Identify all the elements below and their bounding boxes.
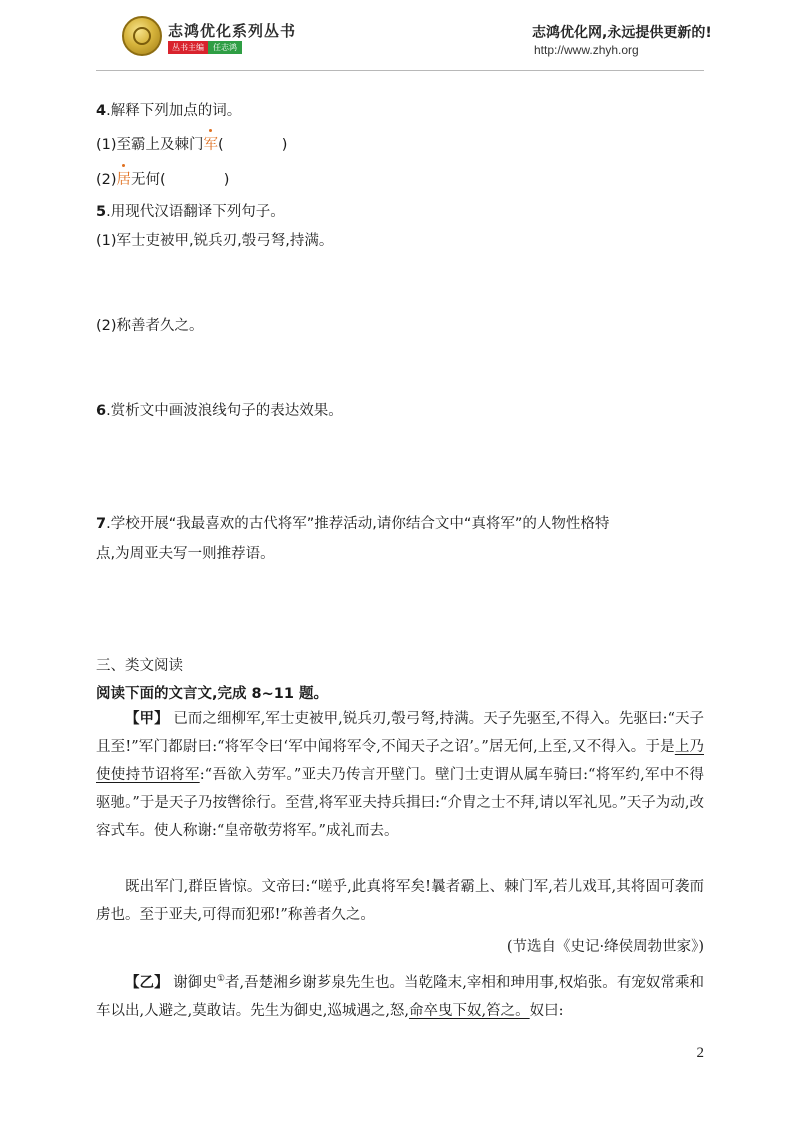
badge-label: 丛书主编 bbox=[168, 41, 208, 54]
passage-text: 谢御史 bbox=[173, 974, 217, 991]
underlined-sentence: 上乃使使持节诏将军 bbox=[96, 739, 704, 783]
question-4-item-2 bbox=[96, 168, 229, 189]
question-number: 7 bbox=[96, 516, 107, 532]
site-url[interactable]: http://www.zhyh.org bbox=[534, 43, 639, 57]
publisher-logo-icon bbox=[122, 16, 162, 56]
site-slogan: 志鸿优化网,永远提供更新的! bbox=[532, 25, 712, 41]
question-number: 6 bbox=[96, 403, 107, 419]
question-7-line-1 bbox=[96, 512, 609, 533]
item-text: (2) bbox=[96, 172, 117, 188]
question-text: .学校开展“我最喜欢的古代将军”推荐活动,请你结合文中“真将军”的人物性格特 bbox=[106, 516, 610, 532]
passage-a-paragraph-1 bbox=[96, 705, 704, 845]
question-5-item-1: (1)军士吏被甲,锐兵刃,彀弓弩,持满。 bbox=[96, 233, 334, 249]
answer-blank[interactable]: 无何( ) bbox=[131, 172, 230, 188]
header-divider bbox=[96, 70, 704, 71]
passage-text: 奴曰: bbox=[529, 1002, 564, 1019]
question-4-item-1 bbox=[96, 133, 287, 154]
question-7-line-2: 点,为周亚夫写一则推荐语。 bbox=[96, 546, 275, 562]
section-heading: 三、类文阅读 bbox=[96, 658, 183, 674]
question-text: .用现代汉语翻译下列句子。 bbox=[106, 204, 285, 220]
dotted-word: 军 bbox=[204, 133, 219, 154]
passage-text: 已而之细柳军,军士吏被甲,锐兵刃,彀弓弩,持满。天子先驱至,不得入。先驱曰:“天子且至!”军门都尉曰:“将军令曰‘军中闻将军令,不闻天子之诏’。”居无何,上至,又不得入。于是 bbox=[96, 711, 705, 755]
question-number: 4 bbox=[96, 103, 107, 119]
underlined-sentence: 命卒曳下奴,笞之。 bbox=[409, 1002, 530, 1019]
section-instruction: 阅读下面的文言文,完成 8~11 题。 bbox=[96, 686, 329, 702]
passage-a-paragraph-2: 既出军门,群臣皆惊。文帝曰:“嗟乎,此真将军矣!曩者霸上、棘门军,若儿戏耳,其将固可袭而虏也。至于亚夫,可得而犯邪!”称善者久之。 bbox=[96, 879, 704, 923]
item-text: (1)至霸上及棘门 bbox=[96, 137, 204, 153]
editor-badge bbox=[168, 41, 242, 54]
passage-tag: 【乙】 bbox=[125, 974, 169, 991]
question-6-stem bbox=[96, 399, 343, 420]
question-5-stem bbox=[96, 200, 285, 221]
series-title: 志鸿优化系列丛书 bbox=[168, 22, 297, 40]
passage-b-paragraph bbox=[96, 965, 704, 1025]
page-header bbox=[0, 0, 800, 70]
question-4-stem bbox=[96, 99, 241, 120]
question-5-item-2: (2)称善者久之。 bbox=[96, 318, 204, 334]
page-number: 2 bbox=[696, 1045, 704, 1061]
question-text: .解释下列加点的词。 bbox=[106, 103, 242, 119]
dotted-word: 居 bbox=[117, 168, 132, 189]
footnote-marker: ① bbox=[216, 974, 225, 984]
badge-name: 任志鸿 bbox=[208, 41, 242, 54]
question-text: .赏析文中画波浪线句子的表达效果。 bbox=[106, 403, 343, 419]
passage-text: :“吾欲入劳军。”亚夫乃传言开壁门。壁门士吏谓从属车骑曰:“将军约,军中不得驱驰。”于是天子乃按辔徐行。至营,将军亚夫持兵揖曰:“介胄之士不拜,请以军礼见。”天子为动,改容式车。使人称谢:“皇帝敬劳将军。”成礼而去。 bbox=[96, 767, 704, 839]
passage-a-source: (节选自《史记·绛侯周勃世家》) bbox=[506, 939, 704, 955]
passage-tag: 【甲】 bbox=[125, 711, 169, 727]
answer-blank[interactable]: ( ) bbox=[218, 137, 288, 153]
question-number: 5 bbox=[96, 204, 107, 220]
passage-text: 者,吾楚湘乡谢芗泉先生也。当乾隆末,宰相和珅用事,权焰张。有宠奴常乘和车以出,人避之,莫敢诘。先生为御史,巡城遇之,怒, bbox=[96, 974, 705, 1019]
